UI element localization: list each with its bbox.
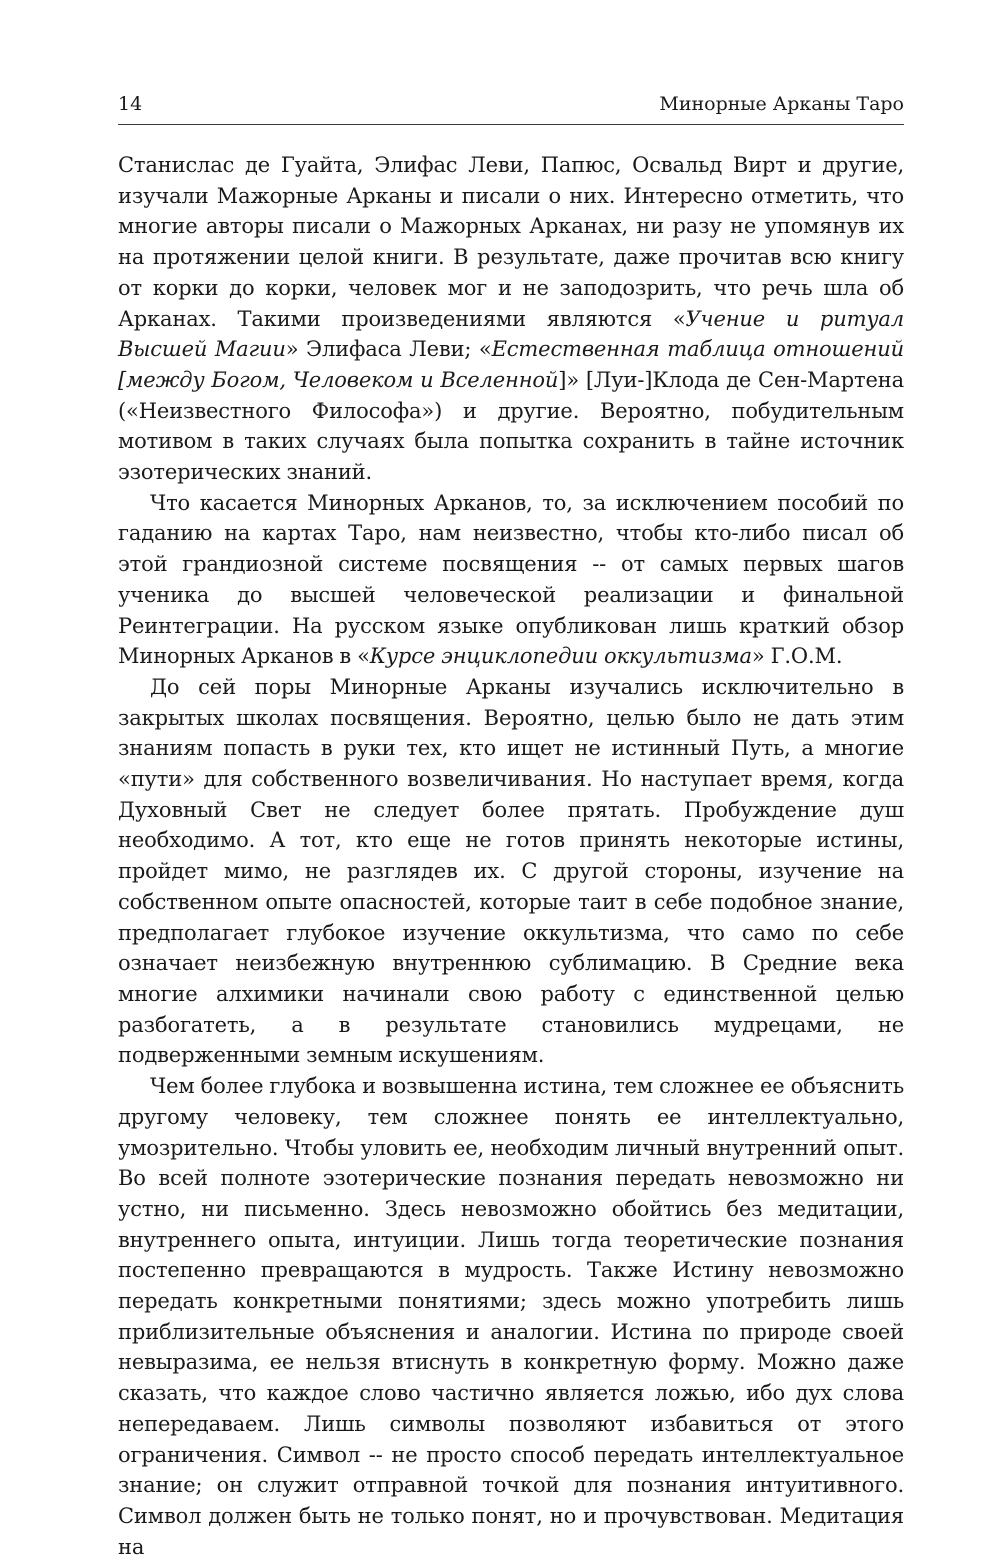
book-title-italic: Естественная таблица отношений [между Богом, Человеком и Вселенной (118, 337, 904, 392)
body-text (118, 150, 904, 1562)
running-title: Минорные Арканы Таро (659, 93, 904, 115)
text-segment: До сей поры Минорные Арканы изучались исключительно в закрытых школах посвящения. Вероятно, целью было не дать этим знаниям попасть в руки тех, кто ищет не истинный Путь, а многие «пути» для собственного возвеличивания. Но наступает время, когда Духовный Свет не следует более прятать. Пробуждение душ необходимо. А тот, кто еще не готов принять некоторые истины, пройдет мимо, не разглядев их. С другой стороны, изучение на собственном опыте опасностей, которые таит в себе подобное знание, предполагает глубокое изучение оккультизма, что само по себе означает неизбежную внутреннюю сублимацию. В Средние века многие алхимики начинали свою работу с единственной целью разбогатеть, а в результате становились мудрецами, не подверженными земным искушениям. (118, 674, 904, 1068)
book-title-italic: Учение и ритуал Высшей Магии (118, 306, 904, 362)
text-segment: ]» [Луи-]Клода де Сен-Мартена («Неизвестного Философа») и другие. Вероятно, побудительным мотивом в таких случаях была попытка сохранить в тайне источник эзотерических знаний. (118, 367, 904, 485)
text-segment: Чем более глубока и возвышенна истина, тем сложнее ее объяснить другому человеку, тем сложнее понять ее интеллектуально, умозрительно. Чтобы уловить ее, необходим личный внутренний опыт. Во всей полноте эзотерические познания передать невозможно ни устно, ни письменно. Здесь невозможно обойтись без медитации, внутреннего опыта, интуиции. Лишь тогда теоретические познания постепенно превращаются в мудрость. Также Истину невозможно передать конкретными понятиями; здесь можно употребить лишь приблизительные объяснения и аналогии. Истина по природе своей невыразима, ее нельзя втиснуть в конкретную форму. Можно даже сказать, что каждое слово частично является ложью, ибо дух слова непередаваем. Лишь символы позволяют избавиться от этого ограничения. Символ -- не просто способ передать интеллектуальное знание; он служит отправной точкой для познания интуитивного. Символ должен быть не только понят, но и прочувствован. Медитация на (118, 1074, 904, 1559)
paragraph-4 (118, 1071, 904, 1562)
page-header (118, 92, 904, 125)
text-segment: » Элифаса Леви; « (285, 337, 492, 362)
paragraph-3 (118, 672, 904, 1071)
text-segment: Станислас де Гуайта, Элифас Леви, Папюс, Освальд Вирт и другие, изучали Мажорные Арканы и писали о них. Интересно отметить, что многие авторы писали о Мажорных Арканах, ни разу не упомянув их на протяжении целой книги. В результате, даже прочитав всю книгу от корки до корки, человек мог и не заподозрить, что речь шла об Арканах. Такими произведениями являются « (118, 153, 904, 331)
text-segment: » Г.О.М. (751, 644, 843, 669)
book-title-italic: Курсе энциклопедии оккультизма (369, 644, 752, 669)
paragraph-1 (118, 150, 904, 488)
paragraph-2 (118, 488, 904, 672)
page-number: 14 (118, 93, 143, 115)
text-segment: Что касается Минорных Арканов, то, за исключением пособий по гаданию на картах Таро, нам неизвестно, чтобы кто-либо писал об этой грандиозной системе посвящения -- от самых первых шагов ученика до высшей человеческой реализации и финальной Реинтеграции. На русском языке опубликован лишь краткий обзор Минорных Арканов в « (118, 490, 904, 669)
